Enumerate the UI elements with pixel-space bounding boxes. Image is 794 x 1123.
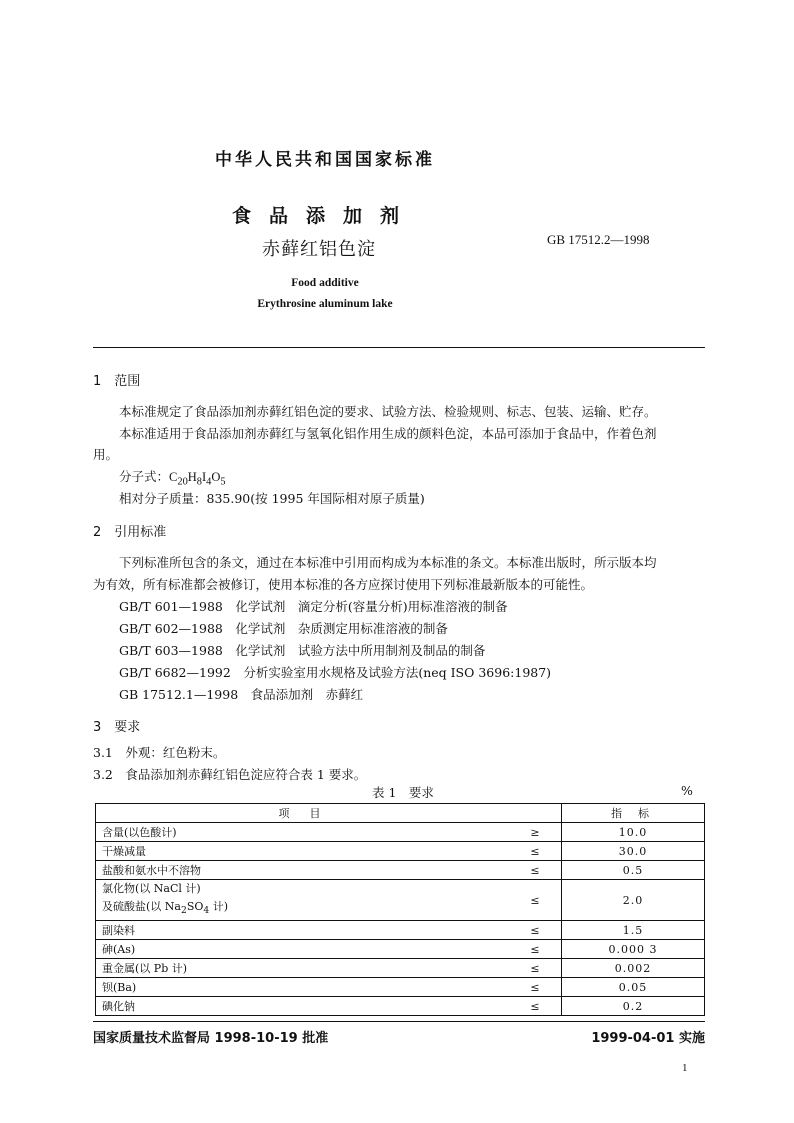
row-symbol: ≤ (509, 842, 562, 861)
clause-3-1: 3.1 外观：红色粉末。 (93, 745, 226, 760)
national-standard-heading: 中华人民共和国国家标准 (215, 150, 435, 170)
header-symbol (509, 804, 562, 823)
row-item: 重金属(以 Pb 计) (96, 959, 510, 978)
header-value: 指标 (562, 804, 705, 823)
table-row (96, 823, 705, 842)
row-item-text: SO (186, 900, 204, 913)
table-row (96, 842, 705, 861)
title-en-product: Erythrosine aluminum lake (257, 298, 393, 310)
section-2-para-1-cont: 为有效，所有标准都会被修订，使用本标准的各方应探讨使用下列标准最新版本的可能性。 (93, 577, 594, 592)
row-value: 0.5 (562, 861, 705, 880)
row-item-line-1: 氯化物(以 NaCl 计) (102, 882, 201, 895)
row-symbol: ≤ (509, 880, 562, 921)
row-symbol: ≤ (509, 940, 562, 959)
row-value: 0.2 (562, 997, 705, 1016)
section-1-para-1: 本标准规定了食品添加剂赤藓红铝色淀的要求、试验方法、检验规则、标志、包装、运输、贮存。 (119, 404, 657, 419)
row-value: 0.000 3 (562, 940, 705, 959)
table-unit: % (681, 783, 693, 798)
reference-item: GB/T 602—1988 化学试剂 杂质测定用标准溶液的制备 (119, 621, 448, 636)
row-value: 0.05 (562, 978, 705, 997)
row-item-line-2 (102, 898, 503, 920)
section-2-para-1: 下列标准所包含的条文，通过在本标准中引用而构成为本标准的条文。本标准出版时，所示版本均 (119, 555, 657, 570)
row-item-text: 及硫酸盐(以 Na (102, 900, 181, 913)
reference-item: GB/T 603—1988 化学试剂 试验方法中所用制剂及制品的制备 (119, 643, 486, 658)
header-item: 项目 (96, 804, 510, 823)
row-value: 1.5 (562, 921, 705, 940)
row-symbol: ≤ (509, 959, 562, 978)
table-row (96, 978, 705, 997)
row-value: 30.0 (562, 842, 705, 861)
row-item (96, 880, 510, 921)
row-symbol: ≤ (509, 861, 562, 880)
formula-label: 分子式： (119, 469, 170, 484)
reference-item: GB 17512.1—1998 食品添加剂 赤藓红 (119, 687, 364, 702)
molecular-formula: 分子式：$C_{20}H_8I_4O_5$ (119, 469, 226, 488)
section-1-para-2-cont: 用。 (93, 447, 119, 462)
reference-item: GB/T 6682—1992 分析实验室用水规格及试验方法(neq ISO 3696:1987) (119, 665, 552, 680)
section-1-heading: 1 范围 (93, 374, 141, 389)
title-en-food-additive: Food additive (291, 277, 359, 289)
table-row (96, 959, 705, 978)
table-caption: 表 1 要求 (372, 785, 434, 800)
effective-date: 1999-04-01 实施 (591, 1031, 705, 1046)
clause-3-2: 3.2 食品添加剂赤藓红铝色淀应符合表 1 要求。 (93, 767, 367, 782)
row-item: 钡(Ba) (96, 978, 510, 997)
formula-sub-o: 5 (220, 476, 226, 488)
row-item: 盐酸和氨水中不溶物 (96, 861, 510, 880)
row-symbol: ≤ (509, 921, 562, 940)
formula-sub-c: 20 (177, 476, 188, 488)
table-row (96, 921, 705, 940)
section-2-heading: 2 引用标准 (93, 525, 167, 540)
section-1-para-2: 本标准适用于食品添加剂赤藓红与氢氧化铝作用生成的颜料色淀，本品可添加于食品中，作着色剂 (119, 426, 657, 441)
formula-sub-h: 8 (196, 476, 202, 488)
row-value: 0.002 (562, 959, 705, 978)
row-value: 2.0 (562, 880, 705, 921)
reference-item: GB/T 601—1988 化学试剂 滴定分析(容量分析)用标准溶液的制备 (119, 599, 508, 614)
row-item: 碘化钠 (96, 997, 510, 1016)
standard-code: GB 17512.2—1998 (547, 232, 650, 247)
table-row (96, 997, 705, 1016)
top-divider (93, 347, 705, 348)
section-3-heading: 3 要求 (93, 720, 141, 735)
approval-line: 国家质量技术监督局 1998-10-19 批准 (93, 1031, 329, 1046)
title-cn-food-additive: 食品添加剂 (232, 205, 418, 227)
row-symbol: ≤ (509, 997, 562, 1016)
row-item: 副染料 (96, 921, 510, 940)
table-row (96, 940, 705, 959)
requirements-table (95, 803, 705, 1016)
title-cn-product: 赤藓红铝色淀 (262, 239, 376, 260)
formula-sub-i: 4 (206, 476, 212, 488)
row-symbol: ≥ (509, 823, 562, 842)
subscript: 4 (203, 905, 210, 917)
table-header-row (96, 804, 705, 823)
page-number: 1 (682, 1062, 688, 1074)
row-item: 干燥减量 (96, 842, 510, 861)
table-row (96, 880, 705, 921)
molecular-mass: 相对分子质量：835.90(按 1995 年国际相对原子质量) (119, 491, 425, 506)
table-row (96, 861, 705, 880)
subscript: 2 (180, 905, 187, 917)
bottom-divider (93, 1021, 705, 1022)
row-item: 含量(以色酸计) (96, 823, 510, 842)
row-symbol: ≤ (509, 978, 562, 997)
row-value: 10.0 (562, 823, 705, 842)
row-item-text: 计) (209, 900, 228, 913)
row-item: 砷(As) (96, 940, 510, 959)
